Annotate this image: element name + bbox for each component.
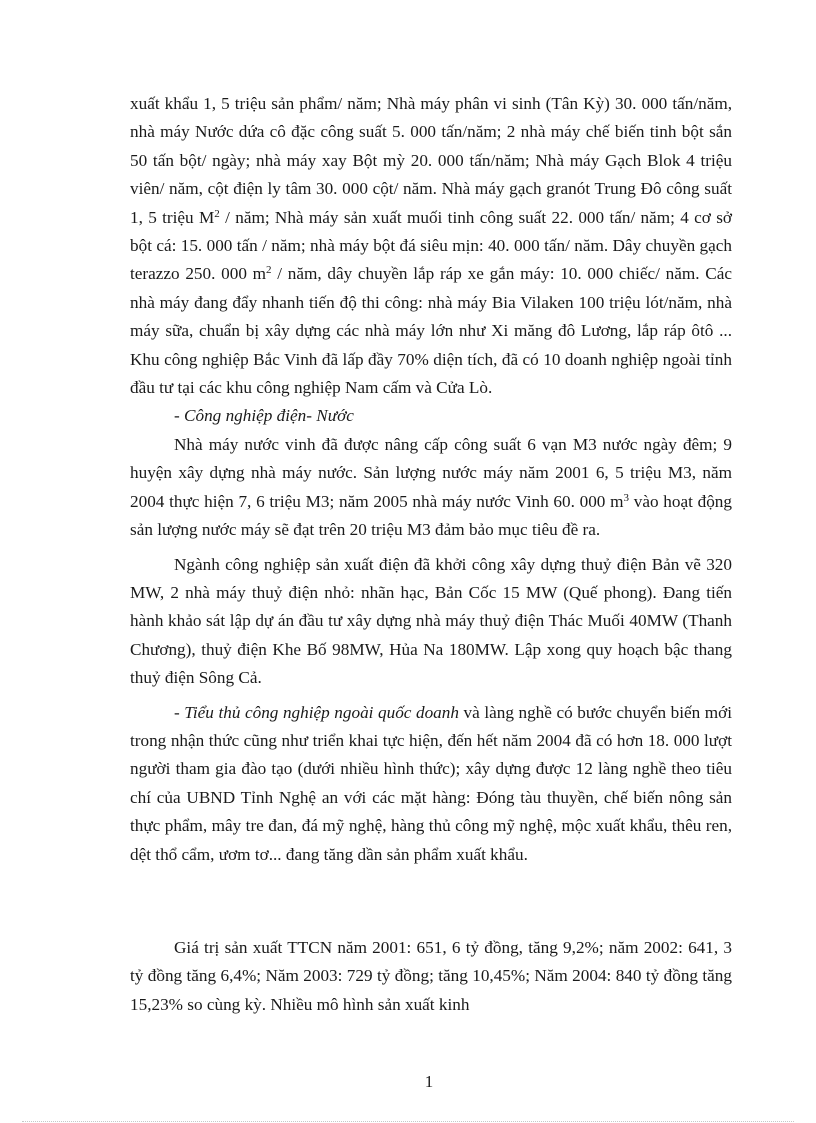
- paragraph-handicrafts: [130, 699, 732, 869]
- paragraph-hydropower: Ngành công nghiệp sản xuất điện đã khởi công xây dựng thuỷ điện Bản vẽ 320 MW, 2 nhà máy thuỷ điện nhỏ: nhãn hạc, Bản Cốc 15 MW (Quế phong). Đang tiến hành khảo sát lập dự án đầu tư xây dựng nhà máy thuỷ điện Thác Muối 40MW (Thanh Chương), thuỷ điện Khe Bố 98MW, Hủa Na 180MW. Lập xong quy hoạch bậc thang thuỷ điện Sông Cả.: [130, 554, 732, 688]
- paragraph-industry-factories: [130, 90, 732, 402]
- section-heading-electricity-water: - Công nghiệp điện- Nước: [174, 406, 354, 426]
- paragraph-production-value: Giá trị sản xuất TTCN năm 2001: 651, 6 tỷ đồng, tăng 9,2%; năm 2002: 641, 3 tỷ đồng tăng 6,4%; Năm 2003: 729 tỷ đồng; tăng 10,45%; Năm 2004: 840 tỷ đồng tăng 15,23% so cùng kỳ. Nhiều mô hình sản xuất kinh: [130, 938, 732, 1014]
- body-text: [130, 90, 732, 869]
- paragraph-text: xuất khẩu 1, 5 triệu sản phẩm/ năm; Nhà máy phân vi sinh (Tân Kỳ) 30. 000 tấn/năm, nhà máy Nước dứa cô đặc công suất 5. 000 tấn/năm; 2 nhà máy chế biến tinh bột sắn 50 tấn bột/ ngày; nhà máy xay Bột mỳ 20. 000 tấn/năm; Nhà máy Gạch Blok 4 triệu viên/ năm, cột điện ly tâm 30. 000 cột/ năm. Nhà máy gạch granót Trung Đô công suất 1, 5 triệu M: [130, 94, 732, 227]
- page-bottom-divider: [22, 1121, 794, 1122]
- handicraft-heading: - Tiểu thủ công nghiệp ngoài quốc doanh: [174, 702, 459, 722]
- paragraph-text: / năm, dây chuyền lắp ráp xe gắn máy: 10. 000 chiếc/ năm. Các nhà máy đang đẩy nhanh tiến độ thi công: nhà máy Bia Vilaken 100 triệu lót/năm, nhà máy sữa, chuẩn bị xây dựng các nhà máy lớn như Xi măng đô Lương, lắp ráp ôtô ... Khu công nghiệp Bắc Vinh đã lấp đầy 70% diện tích, đã có 10 doanh nghiệp ngoài tỉnh đầu tư tại các khu công nghiệp Nam cấm và Cửa Lò.: [130, 264, 732, 398]
- paragraph-text: vào hoạt động sản lượng nước máy sẽ đạt trên 20 triệu M3 đảm bảo mục tiêu đề ra.: [130, 491, 732, 540]
- body-text-continued: [130, 934, 732, 1019]
- superscript: 3: [623, 491, 630, 504]
- superscript: 2: [214, 207, 220, 220]
- page-number: 1: [424, 1072, 434, 1091]
- paragraph-text: và làng nghề có bước chuyển biến mới trong nhận thức cũng như triển khai tực hiện, đến hết năm 2004 đã có hơn 18. 000 lượt người tham gia đào tạo (dưới nhiều hình thức); xây dựng được 12 làng nghề theo tiêu chí của UBND Tỉnh Nghệ an với các mặt hàng: Đóng tàu thuyền, chế biến nông sản thực phẩm, mây tre đan, đá mỹ nghệ, hàng thủ công mỹ nghệ, mộc xuất khẩu, thêu ren, dệt thổ cẩm, ươm tơ... đang tăng dần sản phẩm xuất khẩu.: [130, 702, 733, 864]
- paragraph-water-plants: [130, 431, 732, 545]
- superscript: 2: [266, 264, 272, 277]
- paragraph-text: Nhà máy nước vinh đã được nâng cấp công suất 6 vạn M3 nước ngày đêm; 9 huyện xây dựng nhà máy nước. Sản lượng nước máy năm 2001 6, 5 triệu M3, năm 2004 thực hiện 7, 6 triệu M3; năm 2005 nhà máy nước Vinh 60. 000 m: [130, 434, 732, 511]
- paragraph-text: / năm; Nhà máy sản xuất muối tinh công suất 22. 000 tấn/ năm; 4 cơ sở bột cá: 15. 000 tấn / năm; nhà máy bột đá siêu mịn: 40. 000 tấn/ năm. Dây chuyền gạch terazzo 250. 000 m: [130, 207, 733, 284]
